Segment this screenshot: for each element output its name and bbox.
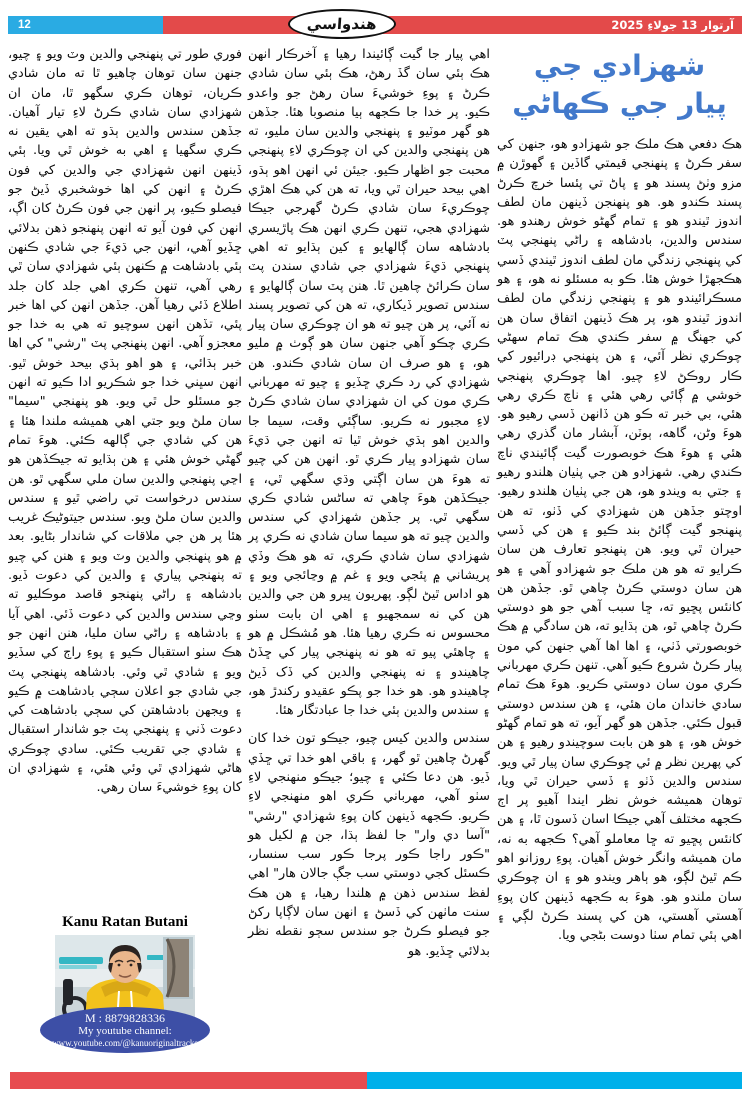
issue-date: آرتوار 13 جولاءِ 2025: [611, 18, 734, 32]
article-title-line1: شهزادي جي: [533, 49, 706, 82]
column-left: [8, 45, 242, 1053]
story-text-part2: اهي پيار جا گيت ڳائيندا رهيا ۽ آخرڪار انهن هڪ ٻئي سان گڏ رهڻ، هڪ ٻئي سان شادي ڪرڻ ۽ پوءِ خوشيءَ سان رهڻ جو واعدو ڪيو. پر خدا جا ڪجهه ٻيا منصوبا هئا. جڏهن هو گهر موٽيو ۽ پنهنجي والدين سان مليو، ته هن پنهنجي والدين کي ان چوڪري لاءِ پنهنجي محبت جو اظهار ڪيو. جيئن ئي انهن اهو ٻڌو، اهي بيحد حيران ٿي ويا، ته هن کي هڪ اهڙي چوڪريءَ سان شادي ڪرڻ گهرجي جيڪا شهزادي هجي، تنهن ڪري انهن هڪ پاڙيسري بادشاهه سان ڳالهايو ۽ کين ٻڌايو ته اهي پنهنجي ڌيءَ شهزادي جي شادي سندن پٽ سان ڪرائڻ چاهين ٿا. هنن پٽ سان ڳالهايو ۽ سندس تصوير ڏيکاري، ته هن کي تصوير پسند نه آئي، پر هن چيو ته هو ان چوڪري سان پيار ڪري چڪو آهي جنهن سان هو ڳوٺ ۾ مليو هو، ۽ هو صرف ان سان شادي ڪندو. هن شهزادي کي رد ڪري ڇڏيو ۽ چيو ته مهرباني ڪري مون کي ان شهزادي سان شادي ڪرڻ لاءِ مجبور نه ڪريو. ساڳئي وقت، سيما جا والدين اهو ٻڌي خوش ٿيا ته انهن جي ڌيءَ سان شهزادو پيار ڪري ٿو. انهن هن کي چيو ته هوءَ هن سان اڳتي وڌي سگهي ٿي، ۽ جيڪڏهن هوءَ چاهي ته ساڻس شادي ڪري سگهي ٿي. پر جڏهن شهزادي کي سندس والدين چيو ته هو سيما سان شادي نه ڪري پر شهزادي سان شادي ڪري، ته هو هڪ وڏي پريشاني ۾ پئجي ويو ۽ غم ۾ وڃائجي ويو ۽ هو اداس ٿيڻ لڳو. پهريون ڀيرو هن جي والدين هن کي نه سمجهيو ۽ اهي ان بابت سٺو محسوس نه ڪري رهيا هئا. هو مُشڪل ۾ هو ۽ چاهئي پيو ته هو نه پنهنجي پيار کي ڇڏڻ چاهيندو ۽ نه پنهنجي والدين کي ڏک ڏيڻ چاهيندو هو. هو خدا جو پڪو عقيدو رکندڙ هو، ۽ سندس والدين ٻئي خدا جا عبادتگار هئا.: [248, 47, 490, 719]
masthead-title: هندواسي: [306, 14, 378, 33]
footer-cyan-segment: [367, 1072, 742, 1089]
article-title-line2: پيار جي ڪهاڻي: [512, 87, 727, 120]
contact-badge: [40, 1007, 210, 1053]
masthead-logo: [288, 9, 396, 39]
header-blue-segment: [8, 16, 163, 34]
youtube-channel-url: www.youtube.com/@kanuoriginaltracks: [52, 1038, 198, 1049]
footer-red-segment: [10, 1072, 367, 1089]
story-text-part4: فوري طور تي پنهنجي والدين وٽ ويو ۽ چيو، جنهن سان توهان چاهيو ٿا ته مان شادي ڪريان، توهان ڪري سگهو ٿا، مان ان شهزادي سان شادي ڪرڻ لاءِ تيار آهيان. جڏهن سندس والدين ٻڌو ته اهي يقين نه ڪري سگهيا ۽ اهي به خوش ٿي ويا. ٻئي ڏينهن انهن شهزادي جي والدين کي فون ڪرڻ ۽ انهن کي اها خوشخبري ڏيڻ جو فيصلو ڪيو، پر انهن جي فون ڪرڻ کان اڳ، انهن کي فون آيو ته انهن پنهنجو ذهن بدلائي ڇڏيو آهي، انهن جي ڌيءَ جي شادي ڪنهن ٻئي بادشاهت ۾ ڪنهن ٻئي شهزادي سان ٿي رهي آهي، تنهن ڪري اهي جلد کان جلد اطلاع ڏئي رهيا آهن. جڏهن انهن کي اها خبر پئي، تڏهن انهن سوچيو ته هي به خدا جو معجزو آهي. انهن پنهنجي پٽ "رشي" کي اها خبر ٻڌائي، ۽ هو اهو ٻڌي بيحد خوش ٿيو. انهن سڀني خدا جو شڪريو ادا ڪيو ته انهن جو مسئلو حل ٿي ويو. هو پنهنجي "سيما" سان ملڻ ويو جتي اهي هميشه ملندا هئا ۽ هن کي شادي جي ڳالهه ڪئي. هوءَ تمام گهڻي خوش هئي ۽ هن ٻڌايو ته جيڪڏهن هو اڃي پنهنجي والدين سان ملي سگهي ٿو. هن سندس درخواست تي راضي ٿيو ۽ سندس والدين سان ملڻ ويو. سندس جيتوڻيڪ غريب هئا پر هن جي ملاقات کي شاندار بڻايو. بعد ۾ هو پنهنجي والدين وٽ ويو ۽ هنن کي چيو ته پنهنجي پياري ۽ والدين کي دعوت ڏيو. بادشاهه ۽ راڻي پنهنجو قاصد موڪليو ته وڃي سندس والدين کي دعوت ڏئي. اهي آيا ۽ بادشاهه ۽ راڻي سان مليا، هنن انهن جو هڪ سٺو استقبال ڪيو ۽ پوءِ راڄ کي سڏيو ويو ۽ شادي ٿي وئي. بادشاهه پنهنجي پٽ جي شادي جو اعلان سڄي بادشاهت ۾ ڪيو ۽ ويجهن بادشاهتن کي سڄي بادشاهت کي دعوت ڏني ۽ پنهنجي پٽ جو شاندار استقبال ۽ شادي جي تقريب ڪئي. سادي چوڪري هاڻي شهزادي ٿي وئي هئي، ۽ شهزادي ان کان پوءِ خوشيءَ سان رهي.: [8, 47, 242, 796]
author-photo-block: [8, 913, 242, 1053]
article-title: [497, 47, 742, 123]
page-number: 12: [18, 19, 31, 31]
column-middle: [248, 45, 490, 961]
story-text-part3: سندس والدين کيس چيو، جيڪو تون خدا کان گهرڻ چاهين ٿو گهر، ۽ باقي اهو خدا تي ڇڏي ڏيو. هن دعا ڪئي ۽ چيو؛ جيڪو منهنجي لاءِ سٺو آهي، مهرباني ڪري اهو منهنجي لاءِ ڪريو. ڪجهه ڏينهن کان پوءِ شهزادي "رشي" "آسا دي وار" جا لفظ ٻڌا، جن ۾ لکيل هو "ڪور راجا ڪور پرجا ڪور سب سنسار، ڪسئل کجي دوستي سب جڳ جالان هار" اهي لفظ سندس ذهن ۾ هلندا رهيا، ۽ هن هڪ سنت ماٺهن کي ڏسڻ ۽ انهن سان لاڳاپا رکڻ جو فيصلو ڪرڻ جو سندس سڄو نقطه نظر بدلائي ڇڏيو. هو: [248, 731, 490, 959]
youtube-channel-label: My youtube channel:: [78, 1025, 172, 1038]
header-red-segment: [163, 16, 742, 34]
column-right: [497, 45, 742, 945]
story-text-part1: هڪ دفعي هڪ ملڪ جو شهزادو هو، جنهن کي سفر ڪرڻ ۽ پنهنجي قيمتي گاڏين ۽ گهوڙن ۾ مزو وٺڻ پسند هو ۽ پاڻ تي پئسا خرچ ڪرڻ پسند ڪندو هو. هو پنهنجن ڏينهن مان لطف اندوز ٿيندو هو ۽ تمام گهڻو خوش رهندو هو. سندس والدين، بادشاهه ۽ راڻي پنهنجي پٽ کي پنهنجي زندگي مان لطف اندوز ٿيندي ڏسي هڪجهڙا خوش هئا. ڪو به مسئلو نه هو، ۽ هو مسڪرائيندو هو ۽ پنهنجي زندگي مان لطف اندوز ٿيندو هو، پر هڪ ڏينهن اتفاق سان هن کي جهنگ ۾ سفر ڪندي هڪ تمام سهڻي چوڪري نظر آئي، ۽ هن پنهنجي ڊرائيور کي ڪار روڪڻ لاءِ چيو. اها چوڪري پنهنجي خوشي ۾ ڳائي رهي هئي ۽ ناچ ڪري رهي هئي، بي خبر ته ڪو هن ڏانهن ڏسي رهيو هو. هوءَ وڻن، گاهه، ٻوٽن، آبشار مان گذري رهي هئي ۽ هوءَ هڪ خوبصورت گيت ڳائيندي ناچ ڪندي رهي. شهزادو هن جي پٺيان هلندو رهيو ۽ جتي به ويندو هو، هن جي پٺيان هلندو رهيو. اوچتو جڏهن هن شهزادي کي ڏٺو، ته هن پنهنجو گيت ڳائڻ بند ڪيو ۽ هن کي ڏسي حيران ٿي ويو. هن پنهنجو تعارف هن سان ڪرايو ته هو هن ملڪ جو شهزادو آهي ۽ هو هن سان دوستي ڪرڻ چاهي ٿو. جڏهن هن کانئس پڇيو ته، ڇا سبب آهي جو هو دوستي ڪرڻ چاهي ٿو، هن ٻڌايو ته، هن سادگي ۾ هڪ خوبصورتي ڏٺي، ۽ اها اها آهي جنهن کي مون پيار ڪرڻ شروع ڪيو آهي. تنهن ڪري مهرباني ڪري مون سان دوستي ڪريو. هوءَ هڪ تمام سادي خاندان مان هئي، ۽ هن سندس دوستي قبول ڪئي. جڏهن هو گهر آيو، ته هو تمام گهڻو خوش هو، ۽ هو هن بابت سوچيندو رهيو ۽ هن کي پهرين نظر ۾ ئي چوڪري سان پيار ٿي ويو. سندس والدين ڏٺو ۽ ڏسي حيران ٿي ويا، توهان هميشه خوش نظر ايندا آهيو پر اڄ ڪجهه مختلف آهي جيڪا اسان ڏسون ٿا، ۽ هن کانئس پڇيو ته ڇا معاملو آهي؟ ڪجهه به نه، مان هميشه وانگر خوش آهيان. پوءِ روزانو اهو ڪم ٿيڻ لڳو، هو ٻاهر ويندو هو ۽ ان چوڪري سان ملندو هو. هوءَ به ڪجهه ڏينهن کان پوءِ آهستي آهستي، هن کي پسند ڪرڻ لڳي ۽ اهي ٻئي تمام سٺا دوست بڻجي ويا.: [497, 137, 742, 944]
contact-phone: M : 8879828336: [84, 1011, 165, 1026]
author-name: Kanu Ratan Butani: [62, 914, 188, 930]
footer-bar: [10, 1072, 742, 1089]
article-body: [8, 45, 742, 1065]
